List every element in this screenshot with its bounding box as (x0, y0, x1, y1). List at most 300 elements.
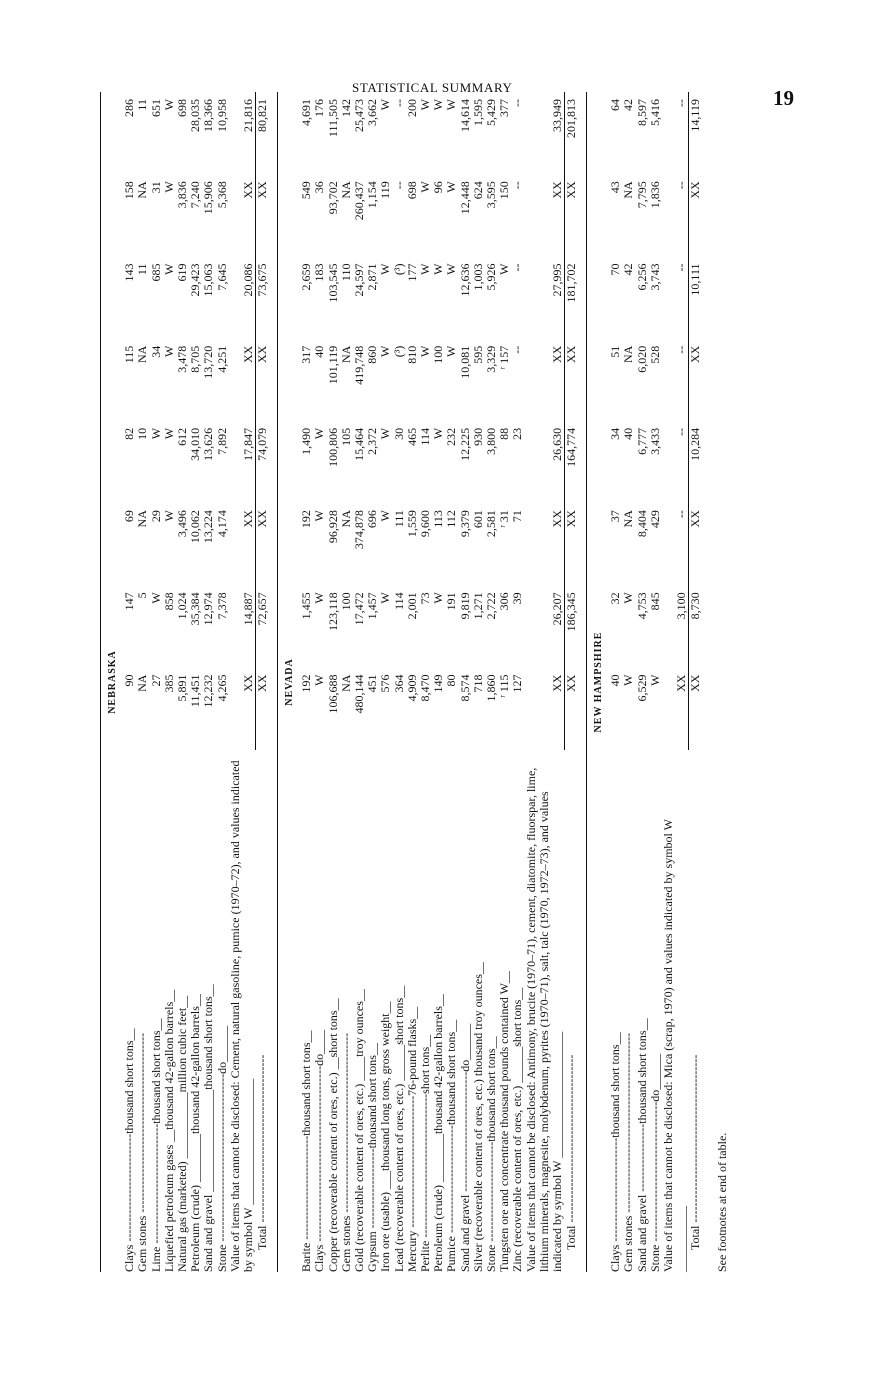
section-header-row (280, 92, 300, 1272)
value-cell: XX (564, 668, 578, 750)
value-cell: 150 (497, 181, 512, 200)
value-cell: XX (673, 674, 688, 692)
value-cell: 685 (148, 263, 163, 282)
value-cell: 858 (161, 592, 176, 611)
value-cell: 17,472 (351, 592, 366, 626)
value-cell: 5,368 (214, 181, 229, 209)
value-cell: 480,144 (351, 674, 366, 714)
row-label: Lime ------------------------------thousand short tons__ (148, 1018, 163, 1272)
value-cell: W (378, 510, 393, 522)
row-label: Total ------------------------------------------ (687, 1054, 702, 1250)
value-cell: -- (673, 345, 688, 354)
value-cell: W (444, 345, 459, 358)
value-cell: 73,675 (255, 257, 269, 339)
row-label: Sand and gravel ------------------------------do______ (457, 1023, 472, 1272)
value-cell: W (431, 592, 446, 604)
value-cell: 15,063 (201, 263, 216, 297)
value-cell: 23 (510, 427, 525, 440)
value-cell: 2,581 (483, 510, 498, 538)
value-cell: 1,271 (470, 592, 485, 620)
value-cell: 930 (470, 427, 485, 446)
value-cell: 9,819 (457, 592, 472, 620)
row-label: Tungsten ore and concentrate thousand pounds contained W__ (497, 971, 512, 1272)
value-cell: XX (240, 510, 255, 528)
value-cell: 82 (122, 427, 137, 440)
gap-cell (269, 92, 278, 1272)
table-row (229, 92, 255, 1272)
row-label: Value of items that cannot be disclosed: Antimony, brucite (1970–71), cement, diatomite, fluorspar, lime, lithium minerals, magnesite, molybdenum, pyrites (1970–71), salt, talc (1970, 1972–73), and values indicated by symbol W _____________________ (523, 767, 564, 1272)
row-label: Gold (recoverable content of ores, etc.) ____troy ounces__ (351, 989, 366, 1272)
value-cell: W (417, 181, 432, 193)
value-cell: 72,657 (255, 585, 269, 667)
value-cell: 1,836 (647, 181, 662, 209)
value-cell: 595 (470, 345, 485, 364)
table-row (649, 92, 662, 1272)
value-cell: W (444, 99, 459, 111)
value-cell: W (417, 263, 432, 275)
value-cell: 8,574 (457, 674, 472, 702)
value-cell: W (621, 592, 636, 604)
value-cell: 70 (608, 263, 623, 276)
value-cell: 30 (391, 427, 406, 440)
value-cell: 3,329 (483, 345, 498, 373)
value-cell: 6,256 (634, 263, 649, 291)
table-row (636, 92, 649, 1272)
value-cell: 3,800 (483, 427, 498, 455)
value-cell: W (161, 181, 176, 193)
value-cell: 2,722 (483, 592, 498, 620)
gap-cell (702, 92, 710, 1272)
value-cell: 4,251 (214, 345, 229, 373)
page-number: 19 (773, 86, 794, 110)
row-label: Gypsum --------------------thousand short tons__ (365, 1043, 380, 1272)
value-cell: 201,813 (564, 92, 578, 174)
value-cell: 8,730 (688, 585, 702, 667)
row-label: Barite --------------------------thousand short tons__ (299, 1030, 314, 1272)
value-cell: -- (673, 427, 688, 436)
value-cell: 114 (391, 592, 406, 610)
value-cell: 860 (365, 345, 380, 364)
value-cell: 1,154 (365, 181, 380, 209)
value-cell: 37 (608, 510, 623, 523)
running-head: STATISTICAL SUMMARY (352, 80, 513, 95)
value-cell: 13,224 (201, 510, 216, 544)
value-cell: 42 (621, 263, 636, 276)
value-cell: 36 (312, 181, 327, 194)
value-cell: XX (688, 668, 702, 750)
value-cell: 111,505 (325, 99, 340, 138)
value-cell: ʳ 115 (497, 674, 512, 698)
value-cell: W (148, 592, 163, 604)
value-cell: 317 (299, 345, 314, 364)
section-title: NEW HAMPSHIRE (592, 631, 604, 733)
value-cell: XX (564, 339, 578, 421)
value-cell: W (148, 427, 163, 440)
value-cell: 4,265 (214, 674, 229, 702)
value-cell: 12,636 (457, 263, 472, 297)
value-cell: 192 (299, 510, 314, 529)
row-label: Value of items that cannot be disclosed: Mica (scrap, 1970) and values indicated by symbol W ___________ (660, 819, 689, 1272)
value-cell: XX (564, 174, 578, 256)
value-cell: 34 (608, 427, 623, 440)
table-row (459, 92, 472, 1272)
section-title: NEBRASKA (107, 650, 118, 714)
value-cell: 177 (404, 263, 419, 282)
value-cell: 13,626 (201, 427, 216, 461)
value-cell: 10,284 (688, 421, 702, 503)
table-row (472, 92, 485, 1272)
value-cell: NA (135, 345, 150, 364)
value-cell: 374,878 (351, 510, 366, 550)
value-cell: W (431, 427, 446, 440)
total-row (564, 92, 578, 1272)
value-cell: 549 (299, 181, 314, 200)
value-cell: 6,529 (634, 674, 649, 702)
row-label: Clays --------------------------thousand short tons__ (608, 1032, 623, 1272)
value-cell: 576 (378, 674, 393, 693)
row-label: Petroleum (crude) ________thousand 42-gallon barrels__ (431, 994, 446, 1272)
value-cell: W (312, 427, 327, 440)
row-label: Petroleum (crude) ________thousand 42-gallon barrels__ (188, 994, 203, 1272)
value-cell: NA (135, 674, 150, 692)
value-cell: 40 (608, 674, 623, 687)
row-label: Silver (recoverable content of ores, etc.) thousand troy ounces__ (470, 962, 485, 1272)
value-cell: XX (255, 339, 269, 421)
section-gap (269, 92, 278, 1272)
value-cell: W (161, 510, 176, 522)
row-label: Lead (recoverable content of ores, etc.) ______short tons__ (391, 985, 406, 1272)
row-label: Gem stones --------------------------------------------- (621, 1032, 636, 1272)
value-cell: 96 (431, 181, 446, 194)
table-row (216, 92, 229, 1272)
value-cell: W (378, 99, 393, 111)
row-label: Copper (recoverable content of ores, etc.) __short tons__ (325, 998, 340, 1272)
value-cell: XX (688, 174, 702, 256)
value-cell: 111 (391, 510, 406, 528)
value-cell: 3,433 (647, 427, 662, 455)
value-cell: 2,001 (404, 592, 419, 620)
row-label: Pumice ---------------------------thousand short tons__ (444, 1019, 459, 1272)
row-label: Gem stones --------------------------------------------- (135, 1032, 150, 1272)
value-cell: 12,974 (201, 592, 216, 626)
table-row (393, 92, 406, 1272)
value-cell: -- (510, 345, 525, 354)
value-cell: 1,024 (175, 592, 190, 620)
value-cell: 127 (510, 674, 525, 693)
value-cell: W (378, 263, 393, 275)
table-row (662, 92, 688, 1272)
value-cell: 11 (135, 99, 150, 111)
value-cell: W (378, 592, 393, 604)
value-cell: XX (549, 181, 564, 199)
value-cell: 12,225 (457, 427, 472, 461)
value-cell: 115 (122, 345, 137, 364)
value-cell: 12,232 (201, 674, 216, 708)
table-row (379, 92, 392, 1272)
value-cell: 158 (122, 181, 137, 200)
table-row (511, 92, 524, 1272)
value-cell: 143 (122, 263, 137, 282)
value-cell: NA (338, 674, 353, 692)
value-cell: 451 (365, 674, 380, 693)
value-cell: 3,595 (483, 181, 498, 209)
value-cell: 142 (338, 99, 353, 117)
value-cell: 34 (148, 345, 163, 358)
value-cell: 80 (444, 674, 459, 687)
row-label: Zinc (recoverable content of ores, etc.) ______short tons__ (510, 987, 525, 1272)
value-cell: 698 (404, 181, 419, 200)
value-cell: -- (673, 263, 688, 272)
value-cell: 810 (404, 345, 419, 364)
value-cell: 1,595 (470, 99, 485, 126)
value-cell: 718 (470, 674, 485, 693)
value-cell: 2,871 (365, 263, 380, 291)
section-title: NEVADA (283, 658, 295, 706)
value-cell: 101,119 (325, 345, 340, 385)
value-cell: -- (673, 99, 688, 107)
value-cell: 176 (312, 99, 327, 117)
value-cell: NA (338, 181, 353, 199)
value-cell: 8,705 (188, 345, 203, 373)
row-label: Iron ore (usable) ___thousand long tons, gross weight__ (378, 1001, 393, 1272)
value-cell: W (647, 674, 662, 686)
table-row (525, 92, 565, 1272)
value-cell: 34,010 (188, 427, 203, 461)
value-cell: ʳ 157 (497, 345, 512, 370)
value-cell: 8,470 (417, 674, 432, 702)
value-cell: NA (621, 181, 636, 199)
value-cell: 40 (621, 427, 636, 440)
value-cell: XX (240, 345, 255, 364)
total-row (255, 92, 269, 1272)
value-cell: 42 (621, 99, 636, 111)
value-cell: 8,597 (634, 99, 649, 126)
table-row (150, 92, 163, 1272)
value-cell: W (312, 674, 327, 686)
row-label: Total ------------------------------------------ (254, 1054, 269, 1250)
value-cell: 27 (148, 674, 163, 687)
value-cell: XX (255, 668, 269, 750)
value-cell: 5,891 (175, 674, 190, 702)
rotated-statistical-table (100, 92, 820, 1272)
value-cell: 112 (444, 510, 459, 528)
value-cell: 5,926 (483, 263, 498, 291)
value-cell: 2,659 (299, 263, 314, 291)
value-cell: XX (688, 339, 702, 421)
value-cell: XX (255, 503, 269, 585)
value-cell: 7,892 (214, 427, 229, 455)
value-cell: 25,473 (351, 99, 366, 132)
value-cell: XX (688, 503, 702, 585)
value-cell: W (497, 263, 512, 275)
table-footnote: See footnotes at end of table. (715, 1132, 730, 1272)
value-cell: 9,379 (457, 510, 472, 538)
value-cell: 35,384 (188, 592, 203, 626)
row-label: Liquefied petroleum gases __thousand 42-gallon barrels__ (161, 989, 176, 1272)
value-cell: -- (510, 181, 525, 190)
value-cell: W (161, 345, 176, 358)
value-cell: 100,806 (325, 427, 340, 467)
row-label: Stone -------------------------thousand short tons__ (483, 1036, 498, 1272)
table-row (406, 92, 419, 1272)
value-cell: 39 (510, 592, 525, 605)
value-cell: 29 (148, 510, 163, 523)
value-cell: 14,614 (457, 99, 472, 132)
value-cell: 18,366 (201, 99, 216, 132)
value-cell: 5,416 (647, 99, 662, 126)
value-cell: W (161, 263, 176, 275)
total-row (688, 92, 702, 1272)
table-body (101, 92, 711, 1272)
value-cell: 29,423 (188, 263, 203, 297)
value-cell: 13,720 (201, 345, 216, 379)
value-cell: W (161, 99, 176, 111)
value-cell: W (417, 99, 432, 111)
value-cell: 71 (510, 510, 525, 523)
value-cell: 11 (135, 263, 150, 276)
value-cell: 7,795 (634, 181, 649, 209)
table-row (136, 92, 149, 1272)
value-cell: 377 (497, 99, 512, 117)
value-cell: 7,645 (214, 263, 229, 291)
value-cell: W (378, 427, 393, 440)
value-cell: -- (510, 99, 525, 107)
value-cell: 14,119 (688, 92, 702, 174)
value-cell: XX (240, 181, 255, 199)
value-cell: W (378, 345, 393, 358)
value-cell: 149 (431, 674, 446, 693)
value-cell: 1,003 (470, 263, 485, 291)
value-cell: W (444, 181, 459, 193)
value-cell: 698 (175, 99, 190, 117)
value-cell: 33,949 (549, 99, 564, 132)
row-label: Clays --------------------------------------------do____ (312, 1029, 327, 1272)
value-cell: XX (240, 674, 255, 692)
value-cell: -- (673, 181, 688, 190)
value-cell: W (312, 510, 327, 522)
value-cell: 4,909 (404, 674, 419, 702)
value-cell: NA (135, 181, 150, 199)
value-cell: 20,086 (240, 263, 255, 297)
value-cell: 93,702 (325, 181, 340, 215)
value-cell: 5 (135, 592, 150, 599)
value-cell: 624 (470, 181, 485, 200)
value-cell: 17,847 (240, 427, 255, 461)
value-cell: 123,118 (325, 592, 340, 631)
value-cell: XX (549, 345, 564, 364)
value-cell: 419,748 (351, 345, 366, 385)
value-cell: 286 (122, 99, 137, 117)
row-label: Mercury ---------------------------------76-pound flasks__ (404, 1006, 419, 1272)
value-cell: 12,448 (457, 181, 472, 215)
value-cell: 90 (122, 674, 137, 687)
value-cell: 31 (148, 181, 163, 194)
value-cell: 96,928 (325, 510, 340, 544)
value-cell: XX (564, 503, 578, 585)
value-cell: 10 (135, 427, 150, 440)
value-cell: 40 (312, 345, 327, 358)
value-cell: 100 (431, 345, 446, 364)
value-cell: 3,836 (175, 181, 190, 209)
row-label: Stone -----------------------------------do______ (647, 1053, 662, 1272)
value-cell: 181,702 (564, 257, 578, 339)
value-cell: -- (673, 510, 688, 519)
value-cell: 15,464 (351, 427, 366, 461)
value-cell: 110 (338, 263, 353, 282)
table-row (313, 92, 326, 1272)
table-row (445, 92, 458, 1272)
value-cell: 4,174 (214, 510, 229, 538)
row-label: Total ------------------------------------------ (563, 1054, 578, 1250)
value-cell: 147 (122, 592, 137, 611)
value-cell: 64 (608, 99, 623, 111)
value-cell: 100 (338, 592, 353, 611)
value-cell: 164,774 (564, 421, 578, 503)
value-cell: 3,100 (673, 592, 688, 620)
value-cell: 385 (161, 674, 176, 693)
value-cell: 10,111 (688, 257, 702, 339)
value-cell: -- (391, 99, 406, 107)
value-cell: 28,035 (188, 99, 203, 132)
value-cell: 3,496 (175, 510, 190, 538)
value-cell: W (444, 263, 459, 275)
row-label: Clays ---------------------------thousand short tons__ (122, 1028, 137, 1272)
value-cell: NA (135, 510, 150, 528)
value-cell: 9,600 (417, 510, 432, 538)
value-cell: 24,597 (351, 263, 366, 297)
value-cell: 260,437 (351, 181, 366, 221)
value-cell: 10,081 (457, 345, 472, 379)
value-cell: XX (549, 674, 564, 692)
value-cell: 43 (608, 181, 623, 194)
value-cell: 1,860 (483, 674, 498, 702)
value-cell: 80,821 (255, 92, 269, 174)
value-cell: NA (621, 510, 636, 528)
value-cell: W (161, 427, 176, 440)
value-cell: 845 (647, 592, 662, 611)
section-header-row (103, 92, 123, 1272)
row-label: Sand and gravel -----------------thousand short tons__ (634, 1018, 649, 1272)
value-cell: 26,630 (549, 427, 564, 461)
value-cell: 364 (391, 674, 406, 693)
value-cell: 11,451 (188, 674, 203, 708)
value-cell: 3,478 (175, 345, 190, 373)
value-cell: NA (338, 510, 353, 528)
statistical-table (100, 92, 710, 1272)
value-cell: 619 (175, 263, 190, 282)
value-cell: 612 (175, 427, 190, 446)
value-cell: 192 (299, 674, 314, 693)
value-cell: 114 (417, 427, 432, 446)
row-label: Perlite ------------------------------------short tons__ (417, 1034, 432, 1272)
row-label: Sand and gravel _________________thousand short tons__ (201, 984, 216, 1272)
value-cell: (³) (391, 345, 406, 358)
section-header-row (589, 92, 609, 1272)
value-cell: 51 (608, 345, 623, 358)
value-cell: 105 (338, 427, 353, 446)
value-cell: (³) (391, 263, 406, 276)
value-cell: 3,743 (647, 263, 662, 291)
value-cell: 3,662 (365, 99, 380, 126)
value-cell: XX (549, 510, 564, 528)
value-cell: 7,378 (214, 592, 229, 620)
value-cell: W (431, 99, 446, 111)
value-cell: 26,207 (549, 592, 564, 626)
value-cell: 6,020 (634, 345, 649, 373)
value-cell: W (431, 263, 446, 275)
value-cell: 4,691 (299, 99, 314, 126)
row-label: Value of items that cannot be disclosed: Cement, natural gasoline, pumice (1970–72), and values indicated by symbol W _____________________ (227, 760, 256, 1272)
